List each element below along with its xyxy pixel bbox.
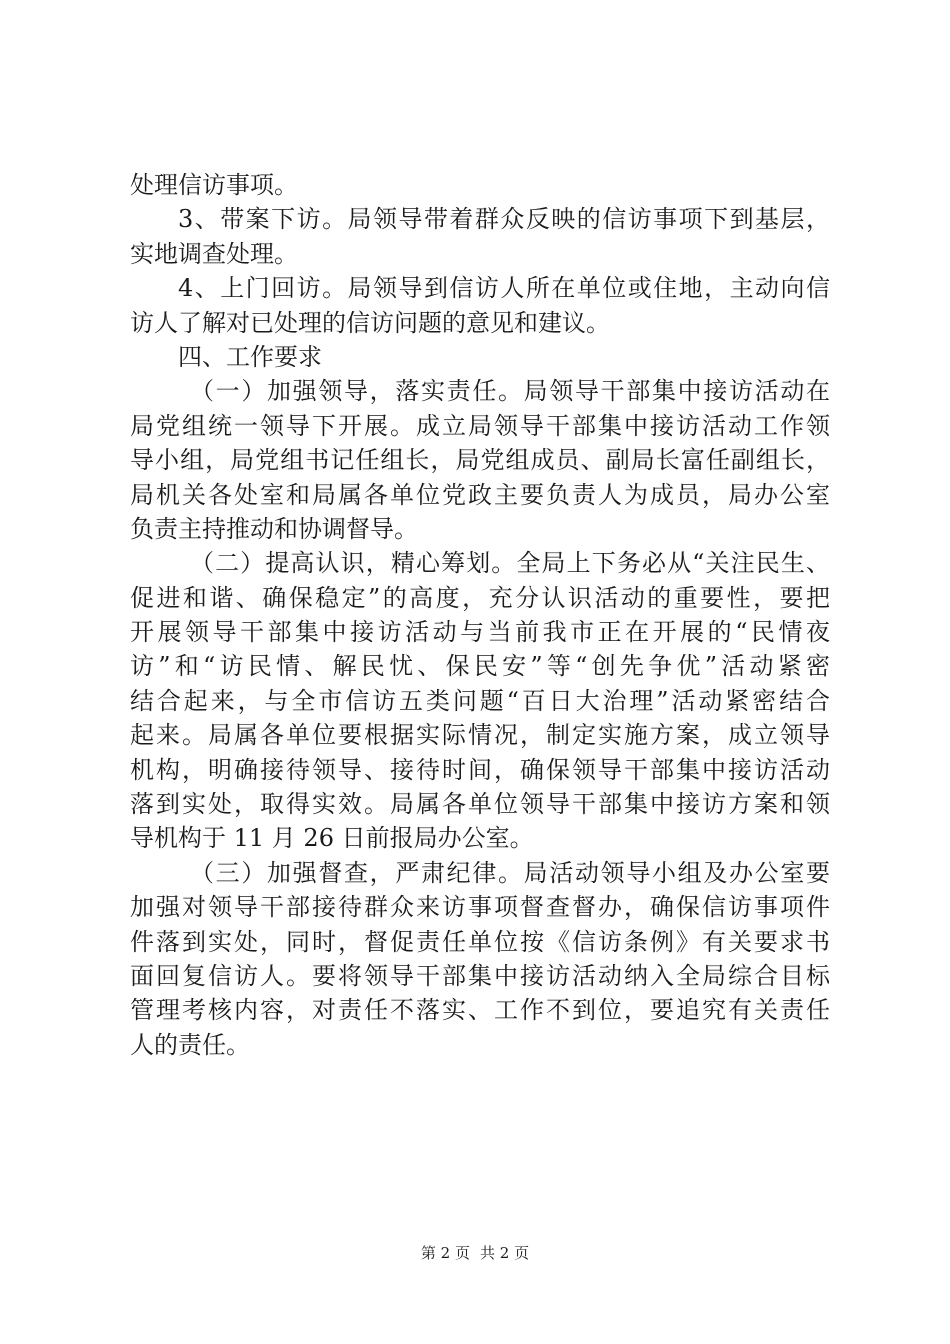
text-line: 访”和“访民情、解民忧、保民安”等“创先争优”活动紧密: [130, 652, 830, 681]
page-number: 第 2 页: [420, 1244, 470, 1262]
text-line: 实地调查处理。: [130, 239, 298, 268]
text-line: 落到实处，取得实效。局属各单位领导干部集中接访方案和领: [130, 790, 830, 819]
text-line: （一）加强领导，落实责任。局领导干部集中接访活动在: [190, 377, 830, 406]
text-line: 件落到实处，同时，督促责任单位按《信访条例》有关要求书: [130, 927, 830, 956]
document-body: [130, 168, 830, 1062]
text-line: 导小组，局党组书记任组长，局党组成员、副局长富任副组长，: [130, 446, 830, 475]
text-line: 管理考核内容，对责任不落实、工作不到位，要追究有关责任: [130, 996, 830, 1025]
text-line: 导机构于 11 月 26 日前报局办公室。: [130, 824, 534, 853]
text-line: 局机关各处室和局属各单位党政主要负责人为成员，局办公室: [130, 480, 830, 509]
text-line: 4、上门回访。局领导到信访人所在单位或住地，主动向信: [178, 274, 830, 303]
page-total: 共 2 页: [480, 1244, 530, 1262]
text-line: 加强对领导干部接待群众来访事项督查督办，确保信访事项件: [130, 893, 830, 922]
text-line: 3、带案下访。局领导带着群众反映的信访事项下到基层，: [178, 205, 830, 234]
section-heading: 四、工作要求: [178, 342, 322, 371]
text-line: 面回复信访人。要将领导干部集中接访活动纳入全局综合目标: [130, 961, 830, 990]
page-footer: [0, 1243, 950, 1263]
text-line: 访人了解对已处理的信访问题的意见和建议。: [130, 308, 610, 337]
text-line: 负责主持推动和协调督导。: [130, 514, 418, 543]
text-line: 处理信访事项。: [130, 171, 298, 199]
text-line: 开展领导干部集中接访活动与当前我市正在开展的“民情夜: [130, 618, 830, 647]
text-line: 结合起来，与全市信访五类问题“百日大治理”活动紧密结合: [130, 686, 830, 715]
text-line: （二）提高认识，精心筹划。全局上下务必从“关注民生、: [190, 549, 830, 578]
text-line: 人的责任。: [130, 1030, 250, 1059]
text-line: 局党组统一领导下开展。成立局领导干部集中接访活动工作领: [130, 411, 830, 440]
text-line: 起来。局属各单位要根据实际情况，制定实施方案，成立领导: [130, 721, 830, 750]
text-line: （三）加强督查，严肃纪律。局活动领导小组及办公室要: [190, 858, 830, 887]
text-line: 机构，明确接待领导、接待时间，确保领导干部集中接访活动: [130, 755, 830, 784]
text-line: 促进和谐、确保稳定”的高度，充分认识活动的重要性，要把: [130, 583, 830, 612]
